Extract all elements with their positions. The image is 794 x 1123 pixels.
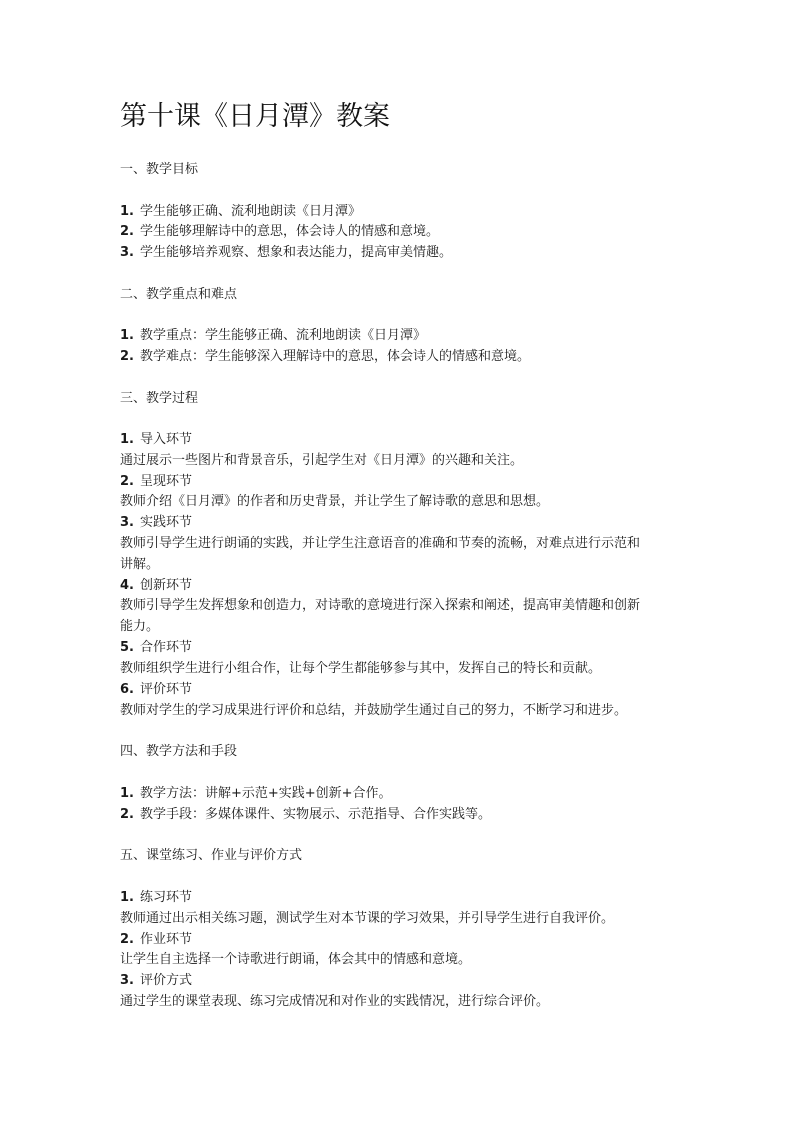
- paragraph: 教师组织学生进行小组合作，让每个学生都能够参与其中，发挥自己的特长和贡献。: [120, 661, 602, 676]
- list-item-number: 2.: [120, 224, 134, 239]
- list-item-number: 1.: [120, 328, 134, 343]
- list-item-number: 1.: [120, 786, 134, 801]
- paragraph: 教师对学生的学习成果进行评价和总结，并鼓励学生通过自己的努力，不断学习和进步。: [120, 703, 628, 718]
- list-item-number: 3.: [120, 973, 134, 988]
- paragraph: 通过展示一些图片和背景音乐，引起学生对《日月潭》的兴趣和关注。: [120, 453, 524, 468]
- paragraph: 教师引导学生发挥想象和创造力，对诗歌的意境进行深入探索和阐述，提高审美情趣和创新: [120, 598, 641, 613]
- list-item-text: 教学难点：学生能够深入理解诗中的意思，体会诗人的情感和意境。: [139, 349, 530, 364]
- list-item-text: 学生能够正确、流利地朗读《日月潭》: [139, 204, 361, 219]
- list-item-number: 4.: [120, 578, 134, 593]
- section-heading-objectives: 一、教学目标: [120, 162, 199, 177]
- list-item: [120, 680, 192, 700]
- list-item-number: 2.: [120, 474, 134, 489]
- list-item-text: 合作环节: [139, 640, 192, 655]
- list-item-number: 1.: [120, 204, 134, 219]
- list-item-number: 3.: [120, 515, 134, 530]
- paragraph: 教师引导学生进行朗诵的实践，并让学生注意语音的准确和节奏的流畅，对难点进行示范和: [120, 536, 641, 551]
- paragraph: 让学生自主选择一个诗歌进行朗诵，体会其中的情感和意境。: [120, 952, 472, 967]
- list-item-text: 学生能够理解诗中的意思，体会诗人的情感和意境。: [139, 224, 439, 239]
- list-item: [120, 472, 192, 492]
- list-item-text: 评价环节: [139, 682, 192, 697]
- list-item-text: 教学方法：讲解+示范+实践+创新+合作。: [139, 786, 392, 801]
- paragraph: 讲解。: [120, 557, 160, 572]
- section-heading-process: 三、教学过程: [120, 391, 199, 406]
- list-item-text: 实践环节: [139, 515, 192, 530]
- list-item: [120, 243, 452, 263]
- list-item-text: 练习环节: [139, 890, 192, 905]
- list-item-number: 2.: [120, 932, 134, 947]
- list-item-text: 呈现环节: [139, 474, 192, 489]
- list-item-number: 5.: [120, 640, 134, 655]
- list-item: [120, 576, 192, 596]
- list-item-text: 学生能够培养观察、想象和表达能力，提高审美情趣。: [139, 245, 452, 260]
- section-heading-key-points: 二、教学重点和难点: [120, 287, 238, 302]
- document-title: 第十课《日月潭》教案: [120, 101, 390, 132]
- list-item: [120, 430, 192, 450]
- list-item: [120, 930, 192, 950]
- list-item: [120, 513, 192, 533]
- paragraph: 通过学生的课堂表现、练习完成情况和对作业的实践情况，进行综合评价。: [120, 994, 550, 1009]
- list-item-number: 1.: [120, 890, 134, 905]
- list-item: [120, 784, 392, 804]
- list-item-text: 教学手段：多媒体课件、实物展示、示范指导、合作实践等。: [139, 807, 491, 822]
- list-item-number: 2.: [120, 807, 134, 822]
- list-item: [120, 347, 530, 367]
- list-item-text: 导入环节: [139, 432, 192, 447]
- list-item-text: 评价方式: [139, 973, 192, 988]
- list-item-number: 6.: [120, 682, 134, 697]
- list-item: [120, 326, 426, 346]
- list-item-text: 教学重点：学生能够正确、流利地朗读《日月潭》: [139, 328, 426, 343]
- list-item: [120, 971, 192, 991]
- section-heading-methods: 四、教学方法和手段: [120, 744, 238, 759]
- list-item: [120, 888, 192, 908]
- list-item: [120, 202, 361, 222]
- list-item: [120, 638, 192, 658]
- list-item: [120, 805, 491, 825]
- list-item-number: 1.: [120, 432, 134, 447]
- list-item-text: 创新环节: [139, 578, 192, 593]
- paragraph: 教师介绍《日月潭》的作者和历史背景，并让学生了解诗歌的意思和思想。: [120, 494, 550, 509]
- section-heading-practice: 五、课堂练习、作业与评价方式: [120, 848, 303, 863]
- paragraph: 能力。: [120, 619, 160, 634]
- paragraph: 教师通过出示相关练习题，测试学生对本节课的学习效果，并引导学生进行自我评价。: [120, 911, 615, 926]
- list-item-number: 3.: [120, 245, 134, 260]
- list-item: [120, 222, 439, 242]
- list-item-number: 2.: [120, 349, 134, 364]
- list-item-text: 作业环节: [139, 932, 192, 947]
